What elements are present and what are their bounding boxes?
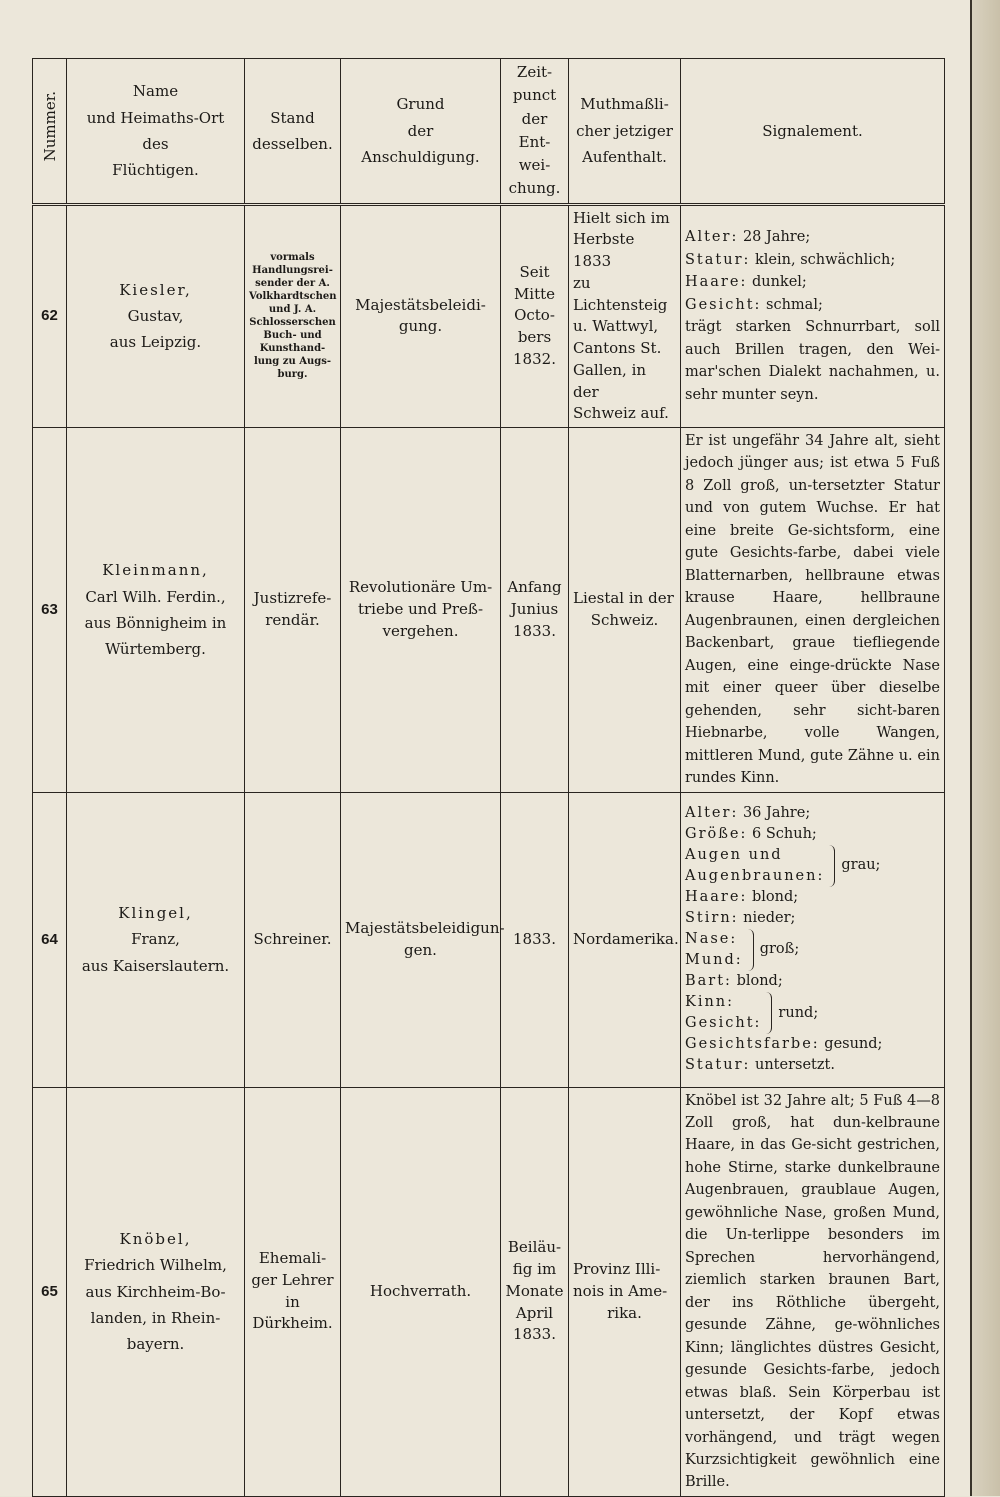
header-aufenthalt-line: Aufenthalt.	[582, 147, 667, 166]
desc-label: Mund:	[685, 952, 743, 968]
table-row	[33, 204, 945, 428]
charge-line: Majestätsbeleidi-	[355, 295, 486, 314]
name-line: Friedrich Wilhelm,	[84, 1256, 227, 1275]
description	[681, 792, 945, 1087]
name-line: aus Kirchheim-Bo-	[85, 1282, 226, 1301]
occupation-line: Ehemali-	[258, 1249, 327, 1268]
desc-label: Statur:	[685, 1057, 751, 1074]
whereabouts	[569, 792, 681, 1087]
charge-line: Revolutionäre Um-	[348, 578, 493, 597]
fugitive-name	[67, 1087, 245, 1496]
desc-line	[685, 1055, 940, 1076]
desc-label: Haare:	[685, 274, 748, 291]
desc-label: Alter:	[685, 229, 739, 246]
desc-line	[685, 226, 940, 248]
header-zeit-line: chung.	[508, 179, 561, 198]
header-name-line: Flüchtigen.	[112, 161, 199, 179]
header-zeit-line: punct	[512, 86, 557, 105]
desc-line	[685, 271, 940, 293]
header-zeit-line: wei-	[518, 156, 551, 174]
table-row	[33, 428, 945, 793]
desc-label: Statur:	[685, 251, 751, 268]
escape-date-line: Anfang	[507, 578, 562, 597]
occupation-line: vormals	[270, 252, 315, 264]
row-number: 63	[33, 428, 67, 793]
desc-value: klein, schwächlich;	[755, 251, 896, 268]
escape-date-line: 1832.	[513, 349, 556, 368]
desc-value: blond;	[736, 973, 783, 990]
occupation-line: ger Lehrer	[251, 1270, 334, 1289]
header-stand-line: desselben.	[252, 134, 333, 153]
whereabouts-line: nois in Ame-	[573, 1281, 668, 1300]
desc-label: Gesicht:	[685, 296, 762, 313]
name-line: Kiesler,	[119, 280, 192, 299]
desc-brace-group	[685, 845, 940, 887]
whereabouts-line: Cantons St.	[573, 339, 662, 357]
occupation-line: und J. A.	[268, 304, 317, 316]
desc-value: grau;	[841, 857, 881, 874]
escape-date-line: 1833.	[513, 1325, 556, 1344]
charge-line: vergehen.	[382, 621, 459, 640]
desc-label: Augen und	[685, 846, 783, 863]
whereabouts-line: rika.	[607, 1303, 642, 1322]
occupation-line: in	[285, 1292, 300, 1311]
header-signalement	[681, 59, 945, 205]
desc-label: Gesicht:	[685, 1015, 762, 1032]
desc-label: Kinn:	[685, 994, 735, 1011]
header-aufenthalt-line: cher jetziger	[576, 121, 673, 140]
whereabouts-line: Herbste 1833	[573, 230, 635, 270]
header-grund	[341, 59, 501, 205]
occupation	[245, 792, 341, 1087]
header-row	[33, 59, 945, 205]
whereabouts-line: Liestal in der	[573, 589, 674, 607]
header-aufenthalt	[569, 59, 681, 205]
occupation-line: sender der A.	[255, 278, 330, 290]
occupation-line: Justizrefe-	[253, 589, 332, 607]
escape-date-line: April	[515, 1303, 554, 1322]
desc-brace-labels	[685, 929, 743, 971]
header-stand	[245, 59, 341, 205]
escape-date	[501, 428, 569, 793]
escape-date-line: Mitte	[513, 284, 556, 303]
escape-date-line: 1833.	[513, 621, 556, 640]
desc-value: groß;	[759, 941, 800, 958]
desc-line	[685, 249, 940, 271]
desc-label: Bart:	[685, 973, 732, 990]
name-line: aus Leipzig.	[109, 333, 202, 352]
desc-line	[685, 908, 940, 929]
brace-icon	[826, 845, 835, 887]
header-stand-line: Stand	[270, 108, 315, 127]
whereabouts-line: Schweiz.	[590, 610, 659, 629]
name-line: landen, in Rhein-	[90, 1308, 221, 1327]
desc-line	[685, 803, 940, 824]
header-zeit-line: der Ent-	[518, 109, 551, 151]
charge	[341, 428, 501, 793]
header-grund-line: Grund	[396, 95, 445, 114]
name-line: Knöbel,	[119, 1230, 192, 1249]
charge	[341, 204, 501, 428]
desc-line	[685, 971, 940, 992]
desc-text: trägt starken Schnurrbart, soll auch Brillen tragen, den Wei-mar'schen Dialekt nachahmen, u. sehr munter seyn.	[685, 319, 940, 403]
brace-icon	[763, 992, 772, 1034]
whereabouts-line: Nordamerika.	[573, 929, 679, 948]
fugitive-name	[67, 204, 245, 428]
row-number: 65	[33, 1087, 67, 1496]
whereabouts-line: Hielt sich im	[573, 208, 670, 227]
header-name	[67, 59, 245, 205]
whereabouts	[569, 428, 681, 793]
charge	[341, 792, 505, 1087]
name-line: Franz,	[131, 930, 180, 949]
name-line: bayern.	[126, 1335, 185, 1354]
desc-brace-group	[685, 929, 940, 971]
whereabouts-line: u. Wattwyl,	[573, 317, 659, 336]
desc-value: 28 Jahre;	[742, 229, 811, 246]
desc-line	[685, 294, 940, 316]
charge-line: Majestätsbeleidigun-	[345, 918, 505, 937]
charge-line: gung.	[398, 317, 443, 336]
desc-value: 36 Jahre;	[742, 804, 811, 821]
occupation-line: lung zu Augs-	[253, 356, 332, 368]
occupation-line: Handlungsrei-	[252, 265, 333, 277]
occupation-line: Schreiner.	[253, 929, 332, 948]
charge-line: triebe und Preß-	[357, 599, 484, 618]
desc-label: Augenbraunen:	[685, 867, 825, 884]
desc-brace-group	[685, 992, 940, 1034]
escape-date-line: Monate	[505, 1281, 564, 1300]
escape-date-line: Junius	[510, 599, 559, 618]
header-grund-line: Anschuldigung.	[361, 147, 480, 166]
desc-value: blond;	[751, 888, 799, 905]
desc-label: Größe:	[685, 825, 748, 842]
name-line: Kleinmann,	[102, 561, 209, 580]
occupation	[245, 204, 341, 428]
escape-date-line: Octo-	[514, 306, 555, 325]
fugitives-register-table	[32, 58, 945, 1497]
occupation-line: Dürkheim.	[252, 1314, 333, 1333]
desc-label: Gesichtsfarbe:	[685, 1036, 820, 1053]
row-number: 64	[33, 792, 67, 1087]
page-edge	[970, 0, 1000, 1496]
header-name-line: des	[142, 134, 169, 153]
header-name-line: Name	[132, 82, 179, 101]
header-aufenthalt-line: Muthmaßli-	[580, 95, 669, 114]
desc-line	[685, 1034, 940, 1055]
fugitive-name	[67, 428, 245, 793]
description: Knöbel ist 32 Jahre alt; 5 Fuß 4—8 Zoll groß, hat dun-kelbraune Haare, in das Ge-sicht gestrichen, hohe Stirne, starke dunkelbraune Augenbrauen, graublaue Augen, gewöhnliche Nase, großen Mund, die Un-terlippe besonders im Sprechen hervorhängend, ziemlich starken braunen Bart, der ins Röthliche übergeht, gesunde Zähne, ge-wöhnliches Kinn; länglichtes düstres Gesicht, gesunde Gesichts-farbe, jedoch etwas blaß. Sein Körperbau ist untersetzt, der Kopf etwas vorhängend, und trägt wegen Kurzsichtigkeit gewöhnlich eine Brille.	[681, 1087, 945, 1496]
occupation-line: Volkhardtschen	[249, 291, 337, 303]
escape-date-line: 1833.	[513, 929, 556, 948]
fugitive-name	[67, 792, 245, 1087]
desc-brace-labels	[685, 845, 824, 887]
escape-date-line: bers	[517, 328, 552, 347]
header-grund-line: der	[407, 121, 434, 140]
escape-date-line: Beiläu-	[507, 1238, 562, 1257]
occupation-line: Buch- und	[263, 330, 322, 342]
whereabouts-line: Schweiz auf.	[573, 404, 669, 423]
desc-value: nieder;	[743, 909, 796, 926]
name-line: aus Bönnigheim in	[84, 613, 227, 632]
escape-date-line: fig im	[512, 1260, 557, 1279]
whereabouts	[569, 204, 681, 428]
charge-line: gen.	[404, 940, 437, 959]
row-number: 62	[33, 204, 67, 428]
desc-line	[685, 887, 940, 908]
whereabouts-line: Provinz Illi-	[573, 1260, 661, 1279]
header-zeit-line: Zeit-	[516, 63, 553, 81]
header-num	[33, 59, 67, 205]
desc-brace-labels	[685, 992, 761, 1034]
desc-value: schmal;	[766, 296, 823, 313]
whereabouts-line: Gallen, in der	[573, 360, 647, 401]
header-signalement-label: Signalement.	[762, 121, 863, 140]
occupation-line: burg.	[277, 369, 308, 381]
escape-date-line: Seit	[519, 262, 550, 281]
desc-label: Alter:	[685, 804, 739, 821]
desc-label: Nase:	[685, 930, 738, 947]
desc-line	[685, 824, 940, 845]
name-line: Gustav,	[127, 307, 184, 326]
charge	[341, 1087, 501, 1496]
desc-value: gesund;	[824, 1036, 883, 1053]
name-line: Klingel,	[118, 904, 193, 923]
whereabouts-line: zu Lichtensteig	[573, 273, 668, 314]
whereabouts	[569, 1087, 681, 1496]
brace-icon	[745, 929, 754, 971]
escape-date	[501, 792, 569, 1087]
desc-label: Haare:	[685, 888, 748, 905]
description: Er ist ungefähr 34 Jahre alt, sieht jedoch jünger aus; ist etwa 5 Fuß 8 Zoll groß, un-tersetzter Statur und von gutem Wuchse. Er hat eine breite Ge-sichtsform, eine gute Gesichts-farbe, dabei viele Blatternarben, hellbraune etwas krause Haare, hellbraune Augenbraunen, einen dergleichen Backenbart, graue tiefliegende Augen, eine einge-drückte Nase mit einer queer über dieselbe gehenden, sehr sicht-baren Hiebnarbe, volle Wangen, mittleren Mund, gute Zähne u. ein rundes Kinn.	[681, 428, 945, 793]
desc-value: dunkel;	[751, 274, 807, 291]
occupation-line: Kunsthand-	[259, 343, 326, 355]
name-line: Würtemberg.	[105, 640, 206, 658]
header-num-label: Nummer.	[41, 91, 59, 162]
header-name-line: und Heimaths-Ort	[86, 108, 225, 127]
occupation	[245, 428, 341, 793]
desc-value: untersetzt.	[755, 1057, 835, 1074]
table-row	[33, 792, 945, 1087]
escape-date	[501, 1087, 569, 1496]
table-row	[33, 1087, 945, 1496]
header-zeit	[501, 59, 569, 205]
occupation-line: Schlosserschen	[249, 317, 336, 329]
name-line: aus Kaiserslautern.	[81, 956, 230, 975]
occupation-line: rendär.	[265, 610, 320, 629]
charge-line: Hochverrath.	[369, 1281, 472, 1300]
desc-value: rund;	[778, 1004, 819, 1021]
description	[681, 204, 945, 428]
desc-label: Stirn:	[685, 909, 739, 926]
escape-date	[501, 204, 569, 428]
occupation	[245, 1087, 341, 1496]
desc-value: 6 Schuh;	[752, 825, 817, 842]
name-line: Carl Wilh. Ferdin.,	[85, 587, 226, 606]
